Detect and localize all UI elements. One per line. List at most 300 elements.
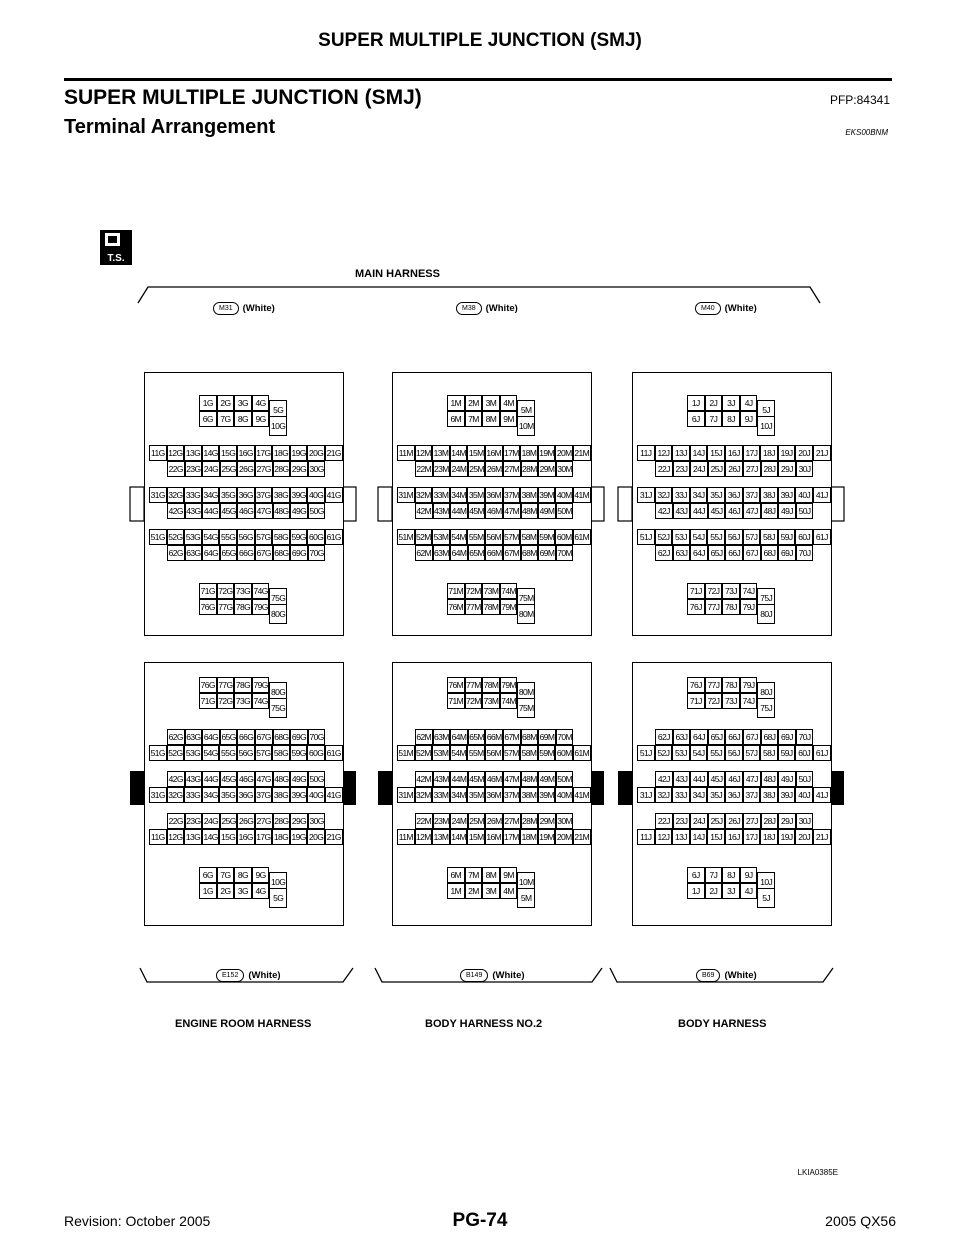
terminal-42M: 42M (415, 771, 433, 787)
terminal-32G: 32G (167, 787, 185, 803)
terminal-71M: 71M (447, 583, 465, 599)
terminal-47G: 47G (255, 771, 273, 787)
terminal-80J: 80J (757, 682, 775, 702)
terminal-75J: 75J (757, 698, 775, 718)
terminal-8G: 8G (234, 867, 252, 883)
terminal-35M: 35M (467, 487, 485, 503)
terminal-31G: 31G (149, 487, 167, 503)
terminal-56M: 56M (485, 529, 503, 545)
terminal-37M: 37M (503, 487, 521, 503)
terminal-67M: 67M (503, 729, 521, 745)
terminal-70G: 70G (308, 729, 326, 745)
terminal-34J: 34J (690, 787, 708, 803)
terminal-18G: 18G (272, 445, 290, 461)
terminal-40G: 40G (307, 487, 325, 503)
terminal-10J: 10J (757, 416, 775, 436)
terminal-41M: 41M (573, 787, 591, 803)
terminal-14M: 14M (450, 829, 468, 845)
terminal-53M: 53M (432, 529, 450, 545)
terminal-74M: 74M (500, 583, 518, 599)
terminal-30G: 30G (308, 813, 326, 829)
terminal-26J: 26J (725, 461, 743, 477)
terminal-4J: 4J (740, 883, 758, 899)
terminal-26G: 26G (237, 461, 255, 477)
terminal-39G: 39G (290, 487, 308, 503)
terminal-77M: 77M (465, 677, 483, 693)
terminal-57M: 57M (503, 745, 521, 761)
terminal-55G: 55G (219, 529, 237, 545)
body-harness-no2-label: BODY HARNESS NO.2 (425, 1018, 543, 1030)
terminal-2M: 2M (465, 395, 483, 411)
terminal-5G: 5G (269, 888, 287, 908)
terminal-55J: 55J (707, 745, 725, 761)
terminal-25J: 25J (708, 813, 726, 829)
header-rule (64, 78, 892, 81)
terminal-13M: 13M (432, 445, 450, 461)
terminal-1J: 1J (687, 395, 705, 411)
terminal-10M: 10M (517, 416, 535, 436)
terminal-79M: 79M (500, 599, 518, 615)
terminal-61G: 61G (325, 745, 343, 761)
footer-revision: Revision: October 2005 (64, 1213, 211, 1229)
terminal-32M: 32M (415, 487, 433, 503)
terminal-45J: 45J (708, 771, 726, 787)
terminal-32J: 32J (655, 787, 673, 803)
terminal-37G: 37G (255, 787, 273, 803)
terminal-21M: 21M (573, 829, 591, 845)
terminal-1G: 1G (199, 883, 217, 899)
terminal-9M: 9M (500, 411, 518, 427)
terminal-16M: 16M (485, 829, 503, 845)
terminal-58M: 58M (520, 529, 538, 545)
terminal-39J: 39J (778, 787, 796, 803)
terminal-18M: 18M (520, 829, 538, 845)
terminal-48G: 48G (273, 771, 291, 787)
terminal-78M: 78M (482, 599, 500, 615)
terminal-48M: 48M (521, 771, 539, 787)
terminal-38G: 38G (272, 787, 290, 803)
terminal-30J: 30J (796, 461, 814, 477)
terminal-7M: 7M (465, 411, 483, 427)
terminal-25J: 25J (708, 461, 726, 477)
terminal-14G: 14G (202, 829, 220, 845)
terminal-35G: 35G (219, 787, 237, 803)
terminal-73J: 73J (722, 583, 740, 599)
terminal-6J: 6J (687, 867, 705, 883)
terminal-66J: 66J (725, 545, 743, 561)
terminal-13M: 13M (432, 829, 450, 845)
terminal-16M: 16M (485, 445, 503, 461)
terminal-71J: 71J (687, 693, 705, 709)
terminal-22M: 22M (415, 813, 433, 829)
terminal-27J: 27J (743, 813, 761, 829)
terminal-33M: 33M (432, 787, 450, 803)
terminal-22G: 22G (167, 461, 185, 477)
connector-block-b69 (632, 662, 832, 926)
terminal-54M: 54M (450, 529, 468, 545)
terminal-60M: 60M (555, 745, 573, 761)
terminal-66M: 66M (485, 729, 503, 745)
terminal-59G: 59G (290, 745, 308, 761)
terminal-46J: 46J (725, 503, 743, 519)
terminal-8M: 8M (482, 411, 500, 427)
terminal-45M: 45M (468, 771, 486, 787)
terminal-62J: 62J (655, 729, 673, 745)
terminal-53M: 53M (432, 745, 450, 761)
terminal-11J: 11J (637, 445, 655, 461)
terminal-64M: 64M (450, 545, 468, 561)
terminal-43M: 43M (433, 771, 451, 787)
terminal-8J: 8J (722, 411, 740, 427)
terminal-77G: 77G (217, 677, 235, 693)
terminal-15G: 15G (219, 829, 237, 845)
terminal-26G: 26G (237, 813, 255, 829)
terminal-5M: 5M (517, 888, 535, 908)
terminal-63J: 63J (673, 545, 691, 561)
terminal-2M: 2M (465, 883, 483, 899)
connector-block-e152 (144, 662, 344, 926)
terminal-49G: 49G (290, 771, 308, 787)
terminal-13J: 13J (672, 445, 690, 461)
terminal-21J: 21J (813, 829, 831, 845)
terminal-62M: 62M (415, 729, 433, 745)
terminal-72G: 72G (217, 693, 235, 709)
terminal-23M: 23M (433, 461, 451, 477)
terminal-14J: 14J (690, 445, 708, 461)
terminal-1G: 1G (199, 395, 217, 411)
terminal-55G: 55G (219, 745, 237, 761)
terminal-22M: 22M (415, 461, 433, 477)
terminal-60G: 60G (307, 529, 325, 545)
terminal-37J: 37J (743, 487, 761, 503)
terminal-50G: 50G (308, 771, 326, 787)
terminal-24G: 24G (202, 813, 220, 829)
terminal-23M: 23M (433, 813, 451, 829)
terminal-73G: 73G (234, 693, 252, 709)
terminal-22G: 22G (167, 813, 185, 829)
terminal-39M: 39M (538, 487, 556, 503)
terminal-61G: 61G (325, 529, 343, 545)
terminal-50M: 50M (556, 503, 574, 519)
terminal-65J: 65J (708, 729, 726, 745)
terminal-58J: 58J (760, 745, 778, 761)
terminal-61J: 61J (813, 745, 831, 761)
terminal-23J: 23J (673, 461, 691, 477)
terminal-8M: 8M (482, 867, 500, 883)
terminal-42M: 42M (415, 503, 433, 519)
terminal-39G: 39G (290, 787, 308, 803)
terminal-68M: 68M (521, 729, 539, 745)
connector-label-m38: M38 (White) (456, 302, 518, 315)
terminal-69G: 69G (290, 729, 308, 745)
terminal-71J: 71J (687, 583, 705, 599)
terminal-57J: 57J (743, 745, 761, 761)
terminal-32M: 32M (415, 787, 433, 803)
terminal-51J: 51J (637, 529, 655, 545)
terminal-67J: 67J (743, 545, 761, 561)
terminal-69G: 69G (290, 545, 308, 561)
terminal-1M: 1M (447, 883, 465, 899)
terminal-49G: 49G (290, 503, 308, 519)
terminal-11G: 11G (149, 829, 167, 845)
terminal-52M: 52M (415, 529, 433, 545)
terminal-52J: 52J (655, 745, 673, 761)
terminal-43G: 43G (185, 771, 203, 787)
terminal-4M: 4M (500, 395, 518, 411)
terminal-10G: 10G (269, 416, 287, 436)
terminal-72G: 72G (217, 583, 235, 599)
terminal-19G: 19G (290, 445, 308, 461)
connector-label-b69: B69 (White) (696, 969, 757, 982)
terminal-76J: 76J (687, 677, 705, 693)
terminal-60M: 60M (555, 529, 573, 545)
terminal-71M: 71M (447, 693, 465, 709)
terminal-11J: 11J (637, 829, 655, 845)
terminal-63G: 63G (185, 729, 203, 745)
terminal-28G: 28G (273, 813, 291, 829)
connector-label-b149: B149 (White) (460, 969, 525, 982)
terminal-76J: 76J (687, 599, 705, 615)
terminal-56J: 56J (725, 529, 743, 545)
terminal-8J: 8J (722, 867, 740, 883)
terminal-38J: 38J (760, 787, 778, 803)
terminal-74M: 74M (500, 693, 518, 709)
terminal-78G: 78G (234, 677, 252, 693)
section-code: PFP:84341 (829, 93, 890, 107)
terminal-62G: 62G (167, 545, 185, 561)
terminal-71G: 71G (199, 693, 217, 709)
connector-label-m31: M31 (White) (213, 302, 275, 315)
terminal-4G: 4G (252, 395, 270, 411)
terminal-39J: 39J (778, 487, 796, 503)
terminal-31G: 31G (149, 787, 167, 803)
terminal-11G: 11G (149, 445, 167, 461)
terminal-58G: 58G (272, 529, 290, 545)
terminal-36M: 36M (485, 487, 503, 503)
terminal-53G: 53G (184, 745, 202, 761)
terminal-59G: 59G (290, 529, 308, 545)
terminal-61J: 61J (813, 529, 831, 545)
terminal-36G: 36G (237, 487, 255, 503)
terminal-54M: 54M (450, 745, 468, 761)
terminal-28J: 28J (761, 461, 779, 477)
terminal-60J: 60J (795, 745, 813, 761)
terminal-56G: 56G (237, 529, 255, 545)
terminal-16J: 16J (725, 445, 743, 461)
terminal-39M: 39M (538, 787, 556, 803)
terminal-65M: 65M (468, 729, 486, 745)
terminal-58J: 58J (760, 529, 778, 545)
main-harness-label: MAIN HARNESS (355, 268, 440, 280)
terminal-35J: 35J (707, 787, 725, 803)
terminal-51G: 51G (149, 745, 167, 761)
terminal-42G: 42G (167, 771, 185, 787)
terminal-72M: 72M (465, 693, 483, 709)
terminal-67M: 67M (503, 545, 521, 561)
terminal-40J: 40J (795, 787, 813, 803)
terminal-19M: 19M (538, 445, 556, 461)
terminal-29G: 29G (290, 461, 308, 477)
terminal-62J: 62J (655, 545, 673, 561)
terminal-65G: 65G (220, 729, 238, 745)
terminal-57G: 57G (255, 745, 273, 761)
terminal-28G: 28G (273, 461, 291, 477)
connector-block-m38 (392, 372, 592, 636)
terminal-40J: 40J (795, 487, 813, 503)
terminal-4J: 4J (740, 395, 758, 411)
terminal-29G: 29G (290, 813, 308, 829)
terminal-75M: 75M (517, 698, 535, 718)
terminal-27M: 27M (503, 813, 521, 829)
terminal-62G: 62G (167, 729, 185, 745)
terminal-41J: 41J (813, 487, 831, 503)
terminal-11M: 11M (397, 829, 415, 845)
footer-page-number: PG-74 (452, 1210, 508, 1231)
terminal-47J: 47J (743, 503, 761, 519)
terminal-6J: 6J (687, 411, 705, 427)
terminal-23J: 23J (673, 813, 691, 829)
terminal-45G: 45G (220, 771, 238, 787)
terminal-67J: 67J (743, 729, 761, 745)
terminal-18J: 18J (760, 445, 778, 461)
terminal-30M: 30M (556, 461, 574, 477)
terminal-72J: 72J (705, 693, 723, 709)
terminal-3G: 3G (234, 883, 252, 899)
terminal-12M: 12M (415, 829, 433, 845)
terminal-78G: 78G (234, 599, 252, 615)
terminal-44M: 44M (450, 503, 468, 519)
terminal-69M: 69M (538, 545, 556, 561)
diagram-lines (100, 230, 860, 1050)
terminal-69J: 69J (778, 545, 796, 561)
terminal-37G: 37G (255, 487, 273, 503)
terminal-61M: 61M (573, 745, 591, 761)
terminal-26M: 26M (485, 461, 503, 477)
terminal-24M: 24M (450, 461, 468, 477)
terminal-57M: 57M (503, 529, 521, 545)
terminal-3M: 3M (482, 883, 500, 899)
terminal-13G: 13G (184, 829, 202, 845)
terminal-73J: 73J (722, 693, 740, 709)
terminal-60J: 60J (795, 529, 813, 545)
terminal-46G: 46G (237, 771, 255, 787)
terminal-19M: 19M (538, 829, 556, 845)
terminal-55M: 55M (467, 529, 485, 545)
terminal-68G: 68G (273, 729, 291, 745)
terminal-53J: 53J (672, 745, 690, 761)
page-header-title: SUPER MULTIPLE JUNCTION (SMJ) (318, 30, 642, 51)
terminal-28J: 28J (761, 813, 779, 829)
connector-block-m40 (632, 372, 832, 636)
terminal-71G: 71G (199, 583, 217, 599)
terminal-24G: 24G (202, 461, 220, 477)
terminal-51M: 51M (397, 529, 415, 545)
terminal-44G: 44G (202, 771, 220, 787)
terminal-4G: 4G (252, 883, 270, 899)
terminal-12J: 12J (655, 829, 673, 845)
terminal-57G: 57G (255, 529, 273, 545)
terminal-44G: 44G (202, 503, 220, 519)
terminal-5G: 5G (269, 400, 287, 420)
terminal-52J: 52J (655, 529, 673, 545)
terminal-3J: 3J (722, 883, 740, 899)
terminal-23G: 23G (185, 461, 203, 477)
terminal-61M: 61M (573, 529, 591, 545)
terminal-35M: 35M (467, 787, 485, 803)
terminal-73G: 73G (234, 583, 252, 599)
terminal-12G: 12G (167, 445, 185, 461)
terminal-51G: 51G (149, 529, 167, 545)
terminal-12J: 12J (655, 445, 673, 461)
terminal-21J: 21J (813, 445, 831, 461)
terminal-70M: 70M (556, 545, 574, 561)
terminal-15M: 15M (467, 829, 485, 845)
terminal-36M: 36M (485, 787, 503, 803)
terminal-44J: 44J (690, 503, 708, 519)
terminal-27J: 27J (743, 461, 761, 477)
terminal-9J: 9J (740, 411, 758, 427)
terminal-47J: 47J (743, 771, 761, 787)
terminal-17J: 17J (743, 829, 761, 845)
terminal-33J: 33J (672, 487, 690, 503)
terminal-73M: 73M (482, 693, 500, 709)
terminal-44M: 44M (450, 771, 468, 787)
ts-icon (100, 230, 132, 265)
terminal-10M: 10M (517, 872, 535, 892)
terminal-24M: 24M (450, 813, 468, 829)
terminal-29J: 29J (778, 461, 796, 477)
terminal-79G: 79G (252, 599, 270, 615)
terminal-36J: 36J (725, 787, 743, 803)
terminal-27G: 27G (255, 813, 273, 829)
terminal-21G: 21G (325, 829, 343, 845)
terminal-20J: 20J (795, 829, 813, 845)
terminal-75G: 75G (269, 698, 287, 718)
terminal-16J: 16J (725, 829, 743, 845)
engine-room-harness-label: ENGINE ROOM HARNESS (175, 1018, 312, 1030)
terminal-7G: 7G (217, 411, 235, 427)
terminal-29M: 29M (538, 813, 556, 829)
connector-label-m40: M40 (White) (695, 302, 757, 315)
terminal-70M: 70M (556, 729, 574, 745)
terminal-78J: 78J (722, 599, 740, 615)
terminal-47G: 47G (255, 503, 273, 519)
terminal-64J: 64J (690, 729, 708, 745)
terminal-6M: 6M (447, 867, 465, 883)
terminal-7J: 7J (705, 411, 723, 427)
terminal-20M: 20M (555, 445, 573, 461)
terminal-29J: 29J (778, 813, 796, 829)
terminal-46G: 46G (237, 503, 255, 519)
terminal-70J: 70J (796, 545, 814, 561)
terminal-33J: 33J (672, 787, 690, 803)
terminal-19J: 19J (778, 445, 796, 461)
terminal-9G: 9G (252, 867, 270, 883)
terminal-33G: 33G (184, 787, 202, 803)
terminal-34J: 34J (690, 487, 708, 503)
terminal-34G: 34G (202, 787, 220, 803)
terminal-72M: 72M (465, 583, 483, 599)
terminal-77G: 77G (217, 599, 235, 615)
terminal-3J: 3J (722, 395, 740, 411)
terminal-6M: 6M (447, 411, 465, 427)
terminal-27G: 27G (255, 461, 273, 477)
terminal-49J: 49J (778, 503, 796, 519)
terminal-23G: 23G (185, 813, 203, 829)
terminal-54J: 54J (690, 529, 708, 545)
terminal-63M: 63M (433, 545, 451, 561)
terminal-21G: 21G (325, 445, 343, 461)
